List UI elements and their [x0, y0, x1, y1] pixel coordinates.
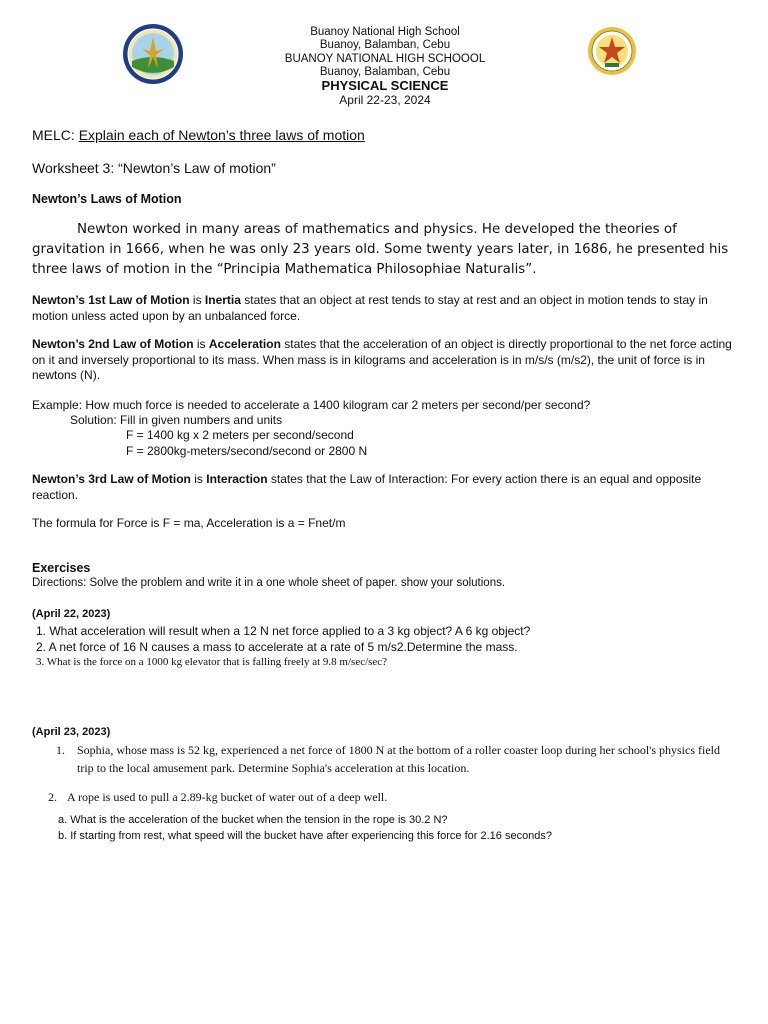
melc-line	[32, 127, 744, 143]
first-law-is: is	[189, 293, 205, 307]
third-law-text: states that the Law of Interaction: For every action there is an equal and opposite reaction.	[32, 472, 702, 502]
school-seal-left-icon	[122, 23, 184, 85]
day1-question-2: 2. A net force of 16 N causes a mass to accelerate at a rate of 5 m/s2.Determine the mass.	[36, 639, 518, 654]
third-law-name: Newton’s 3rd Law of Motion	[32, 472, 191, 486]
day2-question-2b: b. If starting from rest, what speed will the bucket have after experiencing this force for 2.16 seconds?	[58, 829, 553, 842]
day1-question-1: 1. What acceleration will result when a 12 N net force applied to a 3 kg object? A 6 kg object?	[36, 624, 531, 638]
example-step-1: F = 1400 kg x 2 meters per second/second	[126, 428, 354, 443]
day2-question-2-parts	[32, 813, 768, 844]
school-address-2: Buanoy, Balamban, Cebu	[319, 65, 451, 78]
school-name: Buanoy National High School	[310, 26, 460, 38]
second-law-term: Acceleration	[208, 337, 281, 351]
worksheet-title: Worksheet 3: “Newton’s Law of motion”	[32, 160, 276, 176]
first-law-name: Newton’s 1st Law of Motion	[32, 293, 190, 307]
subject-title: PHYSICAL SCIENCE	[321, 78, 449, 94]
example-question: Example: How much force is needed to accelerate a 1400 kilogram car 2 meters per second/per second?	[32, 398, 591, 412]
school-seal-right-icon	[587, 26, 637, 76]
school-address: Buanoy, Balamban, Cebu	[319, 39, 451, 52]
day1-questions	[32, 624, 744, 671]
day2-date: (April 23, 2023)	[32, 726, 111, 738]
first-law-paragraph	[32, 293, 744, 324]
day2-question-2a: a. What is the acceleration of the bucket when the tension in the rope is 30.2 N?	[58, 814, 448, 826]
day2-question-1-number: 1.	[56, 743, 65, 757]
day1-date: (April 22, 2023)	[32, 608, 111, 620]
day1-question-3: 3. What is the force on a 1000 kg elevator that is falling freely at 9.8 m/sec/sec?	[36, 656, 388, 668]
second-law-paragraph	[32, 337, 744, 384]
worksheet-date: April 22-23, 2024	[339, 93, 431, 108]
third-law-term: Interaction	[206, 472, 268, 486]
school-header	[230, 26, 540, 107]
first-law-text: states that an object at rest tends to stay at rest and an object in motion tends to stay in motion unless acted upon by an unbalanced force.	[32, 293, 708, 323]
exercises-title: Exercises	[32, 561, 91, 575]
melc-text: Explain each of Newton’s three laws of motion	[78, 127, 365, 143]
example-solution: Solution: Fill in given numbers and units	[70, 413, 283, 428]
day2-question-1	[32, 742, 744, 777]
first-law-term: Inertia	[204, 293, 241, 307]
example-block	[32, 398, 744, 459]
exercises-directions: Directions: Solve the problem and write it in a one whole sheet of paper. show your solutions.	[32, 577, 506, 589]
third-law-paragraph	[32, 472, 744, 503]
example-step-2: F = 2800kg-meters/second/second or 2800 N	[126, 443, 368, 458]
day2-question-1-text: Sophia, whose mass is 52 kg, experienced a net force of 1800 N at the bottom of a roller coaster loop during her school's physics field trip to the local amusement park. Determine Sophia's acceleration at this location.	[77, 743, 721, 775]
melc-label: MELC:	[32, 127, 79, 143]
school-name-caps: BUANOY NATIONAL HIGH SCHOOOL	[284, 52, 486, 65]
formula-line: The formula for Force is F = ma, Acceleration is a = Fnet/m	[32, 516, 346, 530]
intro-paragraph: Newton worked in many areas of mathematics and physics. He developed the theories of gravitation in 1666, when he was only 23 years old. Some twenty years later, in 1686, he presented his three laws of motion in the “Principia Mathematica Philosophiae Naturalis”.	[32, 222, 729, 277]
second-law-name: Newton’s 2nd Law of Motion	[32, 337, 194, 351]
second-law-is: is	[193, 337, 209, 351]
third-law-is: is	[190, 472, 207, 486]
section-title: Newton’s Laws of Motion	[32, 192, 182, 206]
day2-question-2-number: 2.	[48, 790, 57, 804]
second-law-text: states that the acceleration of an object is directly proportional to the net force acting on it and inversely proportional to its mass. When mass is in kilograms and acceleration is in m/s/s (m/s2), the unit of force is in newtons (N).	[32, 337, 732, 382]
day2-question-2-text: A rope is used to pull a 2.89-kg bucket of water out of a deep well.	[67, 790, 388, 804]
day2-question-2	[32, 790, 744, 805]
